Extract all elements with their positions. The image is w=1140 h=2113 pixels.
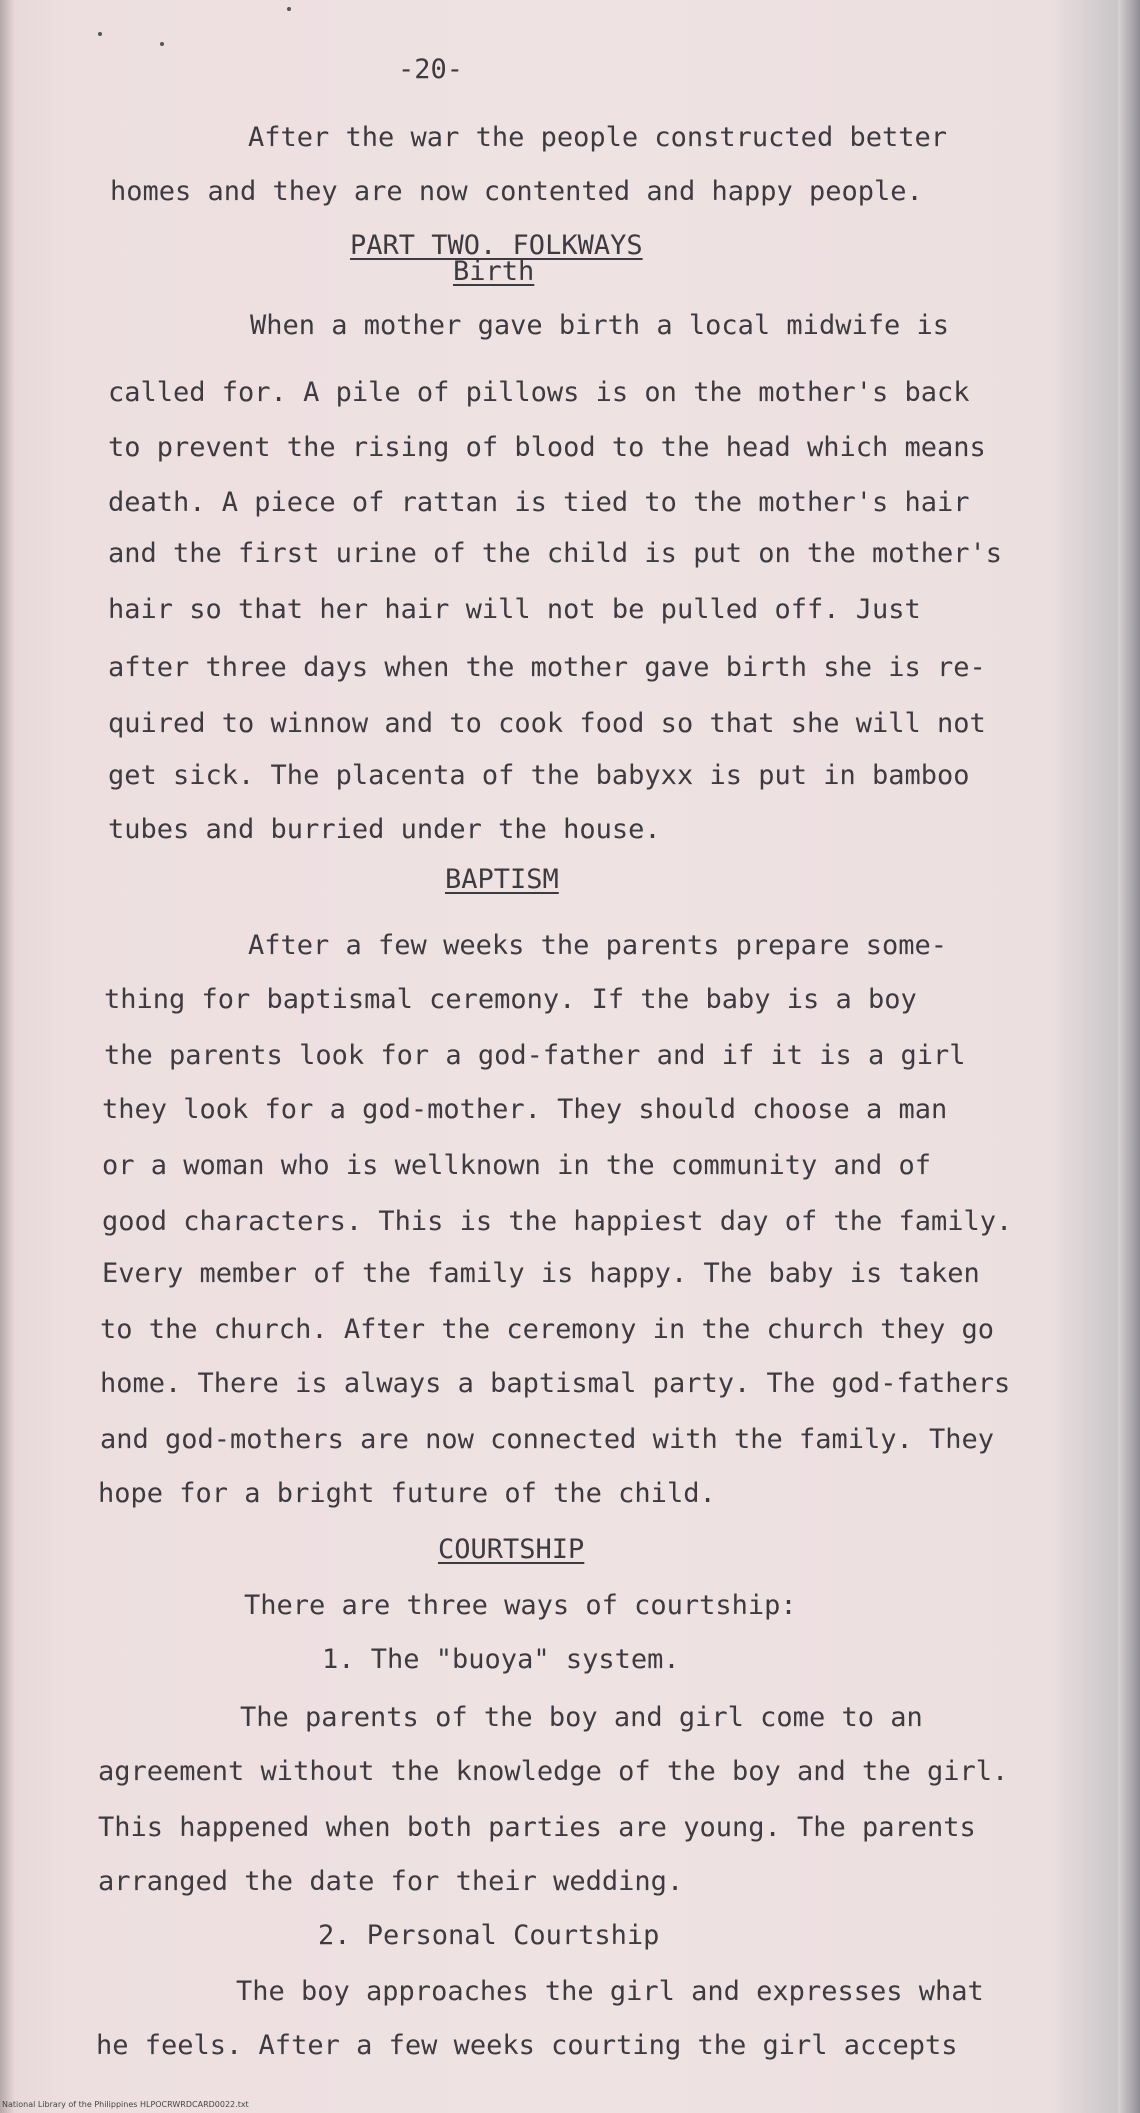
courtship-way-1: 1. The "buoya" system.: [322, 1644, 680, 1675]
page-shadow-left: [0, 0, 14, 2113]
baptism-line: good characters. This is the happiest day of the family.: [102, 1206, 1013, 1237]
birth-line: and the first urine of the child is put on the mother's: [108, 538, 1003, 569]
birth-heading: Birth: [453, 256, 535, 287]
courtship-line: arranged the date for their wedding.: [98, 1866, 684, 1897]
ink-speck: [287, 7, 291, 11]
birth-line: tubes and burried under the house.: [108, 814, 661, 845]
birth-line: get sick. The placenta of the babyxx is put in bamboo: [108, 760, 970, 791]
page-number: -20-: [398, 54, 464, 85]
baptism-line: After a few weeks the parents prepare some-: [248, 930, 947, 961]
courtship-way-2: 2. Personal Courtship: [318, 1920, 660, 1951]
scan-footer: National Library of the Philippines HLPOCRWRDCARD0022.txt: [2, 2100, 249, 2109]
ink-speck: [160, 42, 164, 46]
baptism-line: and god-mothers are now connected with the family. They: [100, 1424, 995, 1455]
courtship-line: This happened when both parties are young. The parents: [98, 1812, 976, 1843]
courtship-line: agreement without the knowledge of the boy and the girl.: [98, 1756, 1009, 1787]
intro-line: homes and they are now contented and happy people.: [110, 176, 923, 207]
courtship-line: The parents of the boy and girl come to an: [240, 1702, 923, 1733]
birth-line: death. A piece of rattan is tied to the mother's hair: [108, 487, 970, 518]
part-title: PART TWO. FOLKWAYS: [350, 230, 643, 261]
baptism-line: the parents look for a god-father and if it is a girl: [104, 1040, 966, 1071]
baptism-line: thing for baptismal ceremony. If the baby is a boy: [104, 984, 917, 1015]
baptism-line: Every member of the family is happy. The baby is taken: [102, 1258, 980, 1289]
page-edge-right: [1118, 0, 1140, 2113]
birth-line: to prevent the rising of blood to the head which means: [108, 432, 986, 463]
baptism-line: to the church. After the ceremony in the church they go: [100, 1314, 995, 1345]
baptism-line: they look for a god-mother. They should choose a man: [102, 1094, 948, 1125]
baptism-heading: BAPTISM: [445, 864, 559, 895]
intro-line: After the war the people constructed better: [248, 122, 947, 153]
courtship-line: he feels. After a few weeks courting the girl accepts: [96, 2030, 958, 2061]
birth-line: quired to winnow and to cook food so that she will not: [108, 708, 986, 739]
birth-line: When a mother gave birth a local midwife is: [250, 310, 949, 341]
baptism-line: or a woman who is wellknown in the community and of: [102, 1150, 932, 1181]
birth-line: after three days when the mother gave birth she is re-: [108, 652, 986, 683]
courtship-line: The boy approaches the girl and expresses what: [236, 1976, 984, 2007]
baptism-line: home. There is always a baptismal party. The god-fathers: [100, 1368, 1011, 1399]
courtship-heading: COURTSHIP: [438, 1534, 585, 1565]
birth-line: called for. A pile of pillows is on the mother's back: [108, 377, 970, 408]
birth-line: hair so that her hair will not be pulled off. Just: [108, 594, 921, 625]
ink-speck: [98, 32, 102, 36]
courtship-intro: There are three ways of courtship:: [244, 1590, 797, 1621]
baptism-line: hope for a bright future of the child.: [98, 1478, 716, 1509]
